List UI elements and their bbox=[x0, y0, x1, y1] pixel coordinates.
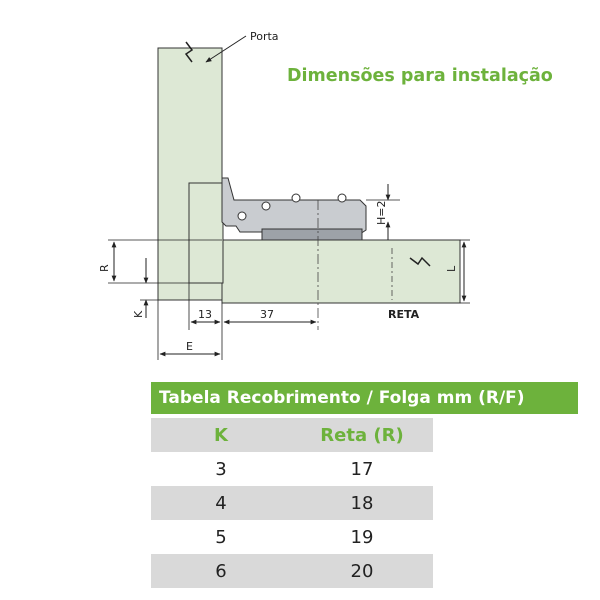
installation-heading: Dimensões para instalação bbox=[287, 66, 553, 86]
label-l: L bbox=[445, 265, 458, 272]
hinge-screw-4 bbox=[338, 194, 346, 202]
cell-k: 3 bbox=[215, 458, 227, 480]
table-row bbox=[151, 554, 433, 588]
hinge-screw-2 bbox=[262, 202, 270, 210]
cabinet-panel bbox=[222, 240, 460, 303]
cell-reta: 20 bbox=[350, 560, 374, 582]
table-row bbox=[151, 520, 433, 554]
cell-reta: 19 bbox=[350, 526, 374, 548]
header-reta: Reta (R) bbox=[320, 424, 404, 446]
cell-k: 6 bbox=[215, 560, 227, 582]
hinge-screw-3 bbox=[292, 194, 300, 202]
cell-reta: 18 bbox=[350, 492, 374, 514]
table-header-row bbox=[151, 418, 433, 452]
label-37: 37 bbox=[260, 308, 274, 321]
label-h: H=2 bbox=[375, 200, 388, 225]
table-title: Tabela Recobrimento / Folga mm (R/F) bbox=[151, 382, 578, 414]
header-k: K bbox=[214, 424, 228, 446]
table-row bbox=[151, 486, 433, 520]
hinge-cup bbox=[189, 183, 223, 283]
cell-reta: 17 bbox=[350, 458, 374, 480]
cell-k: 4 bbox=[215, 492, 227, 514]
mounting-plate bbox=[262, 229, 362, 240]
label-r: R bbox=[98, 264, 111, 272]
label-porta: Porta bbox=[250, 30, 279, 43]
label-e: E bbox=[186, 340, 193, 353]
hinge-screw-1 bbox=[238, 212, 246, 220]
label-k: K bbox=[132, 310, 145, 318]
overlay-table bbox=[151, 418, 433, 588]
label-13: 13 bbox=[198, 308, 212, 321]
table-row bbox=[151, 452, 433, 486]
label-reta: RETA bbox=[388, 308, 420, 321]
cell-k: 5 bbox=[215, 526, 227, 548]
